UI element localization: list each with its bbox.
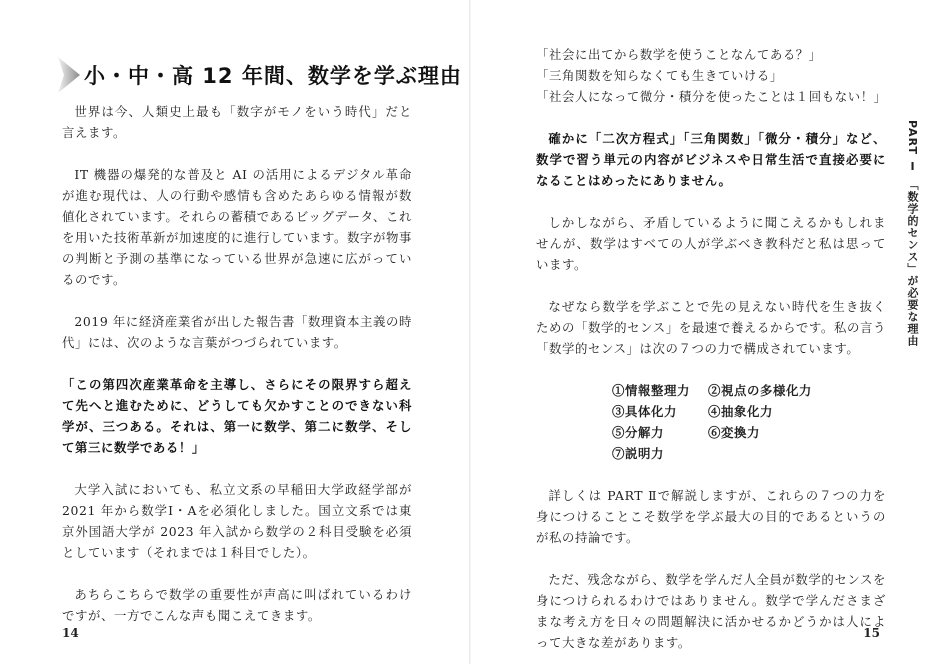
right-page bbox=[470, 0, 940, 664]
paragraph: ただ、残念ながら、数学を学んだ人全員が数学的センスを身につけられるわけではありません。数学で学んださまざまな考え方を日々の問題解決に活かせるかどうかは人によって大きな差があります。 bbox=[536, 572, 886, 650]
list-item: ⑤分解力 bbox=[612, 425, 664, 440]
chevron-right-icon bbox=[58, 57, 80, 93]
paragraph: 世界は今、人類史上最も「数字がモノをいう時代」だと言えます。 bbox=[62, 104, 412, 140]
quote-paragraph: 「この第四次産業革命を主導し、さらにその限界すら超えて先へと進むために、どうしても欠かすことのできない科学が、三つある。それは、第一に数学、第二に数学、そして第三に数学である！」 bbox=[62, 377, 412, 455]
right-body-text bbox=[536, 44, 886, 653]
list-item: ①情報整理力 bbox=[612, 383, 690, 398]
heading-text: 小・中・高 12 年間、数学を学ぶ理由 bbox=[84, 64, 462, 88]
paragraph: 確かに「二次方程式」「三角関数」「微分・積分」など、数学で習う単元の内容がビジネスや日常生活で直接必要になることはめったにありません。 bbox=[536, 131, 886, 188]
quote-line: 「社会人になって微分・積分を使ったことは１回もない！」 bbox=[536, 89, 887, 104]
list-item: ③具体化力 bbox=[612, 404, 677, 419]
list-item: ④抽象化力 bbox=[708, 404, 773, 419]
left-body-text bbox=[62, 101, 412, 626]
page-number-right: 15 bbox=[863, 626, 880, 640]
quote-line: 「社会に出てから数学を使うことなんてある？」 bbox=[536, 47, 822, 62]
list-item: ⑦説明力 bbox=[612, 446, 664, 461]
paragraph: 大学入試においても、私立文系の早稲田大学政経学部が 2021 年から数学Ⅰ・Aを必須化しました。国立文系では東京外国語大学が 2023 年入試から数学の２科目受験を必須としています（それまでは１科目でした）。 bbox=[62, 482, 412, 560]
paragraph: あちらこちらで数学の重要性が声高に叫ばれているわけですが、一方でこんな声も聞こえてきます。 bbox=[62, 587, 412, 623]
paragraph: なぜなら数学を学ぶことで先の見えない時代を生き抜くための「数学的センス」を最速で養えるからです。私の言う「数学的センス」は次の７つの力で構成されています。 bbox=[536, 299, 886, 356]
paragraph: IT 機器の爆発的な普及と AI の活用によるデジタル革命が進む現代は、人の行動や感情も含めたあらゆる情報が数値化されています。それらの蓄積であるビッグデータ、これを用いた技術革新が加速度的に進行しています。数字が物事の判断と予測の基準になっている世界が急速に広がっているのです。 bbox=[62, 167, 412, 287]
list-item: ②視点の多様化力 bbox=[708, 383, 812, 398]
list-item: ⑥変換力 bbox=[708, 425, 760, 440]
section-heading bbox=[58, 56, 462, 94]
quote-line: 「三角関数を知らなくても生きていける」 bbox=[536, 68, 783, 83]
part-sidebar-label: PART Ⅰ 「数学的センス」が必要な理由 bbox=[906, 120, 919, 347]
paragraph: しかしながら、矛盾しているように聞こえるかもしれませんが、数学はすべての人が学ぶべき教科だと私は思っています。 bbox=[536, 215, 886, 272]
page-number-left: 14 bbox=[62, 626, 79, 640]
paragraph: 2019 年に経済産業省が出した報告書「数理資本主義の時代」には、次のような言葉がつづられています。 bbox=[62, 314, 412, 350]
paragraph: 詳しくは PART Ⅱで解説しますが、これらの７つの力を身につけることこそ数学を学ぶ最大の目的であるというのが私の持論です。 bbox=[536, 488, 886, 545]
skills-list bbox=[612, 380, 886, 464]
